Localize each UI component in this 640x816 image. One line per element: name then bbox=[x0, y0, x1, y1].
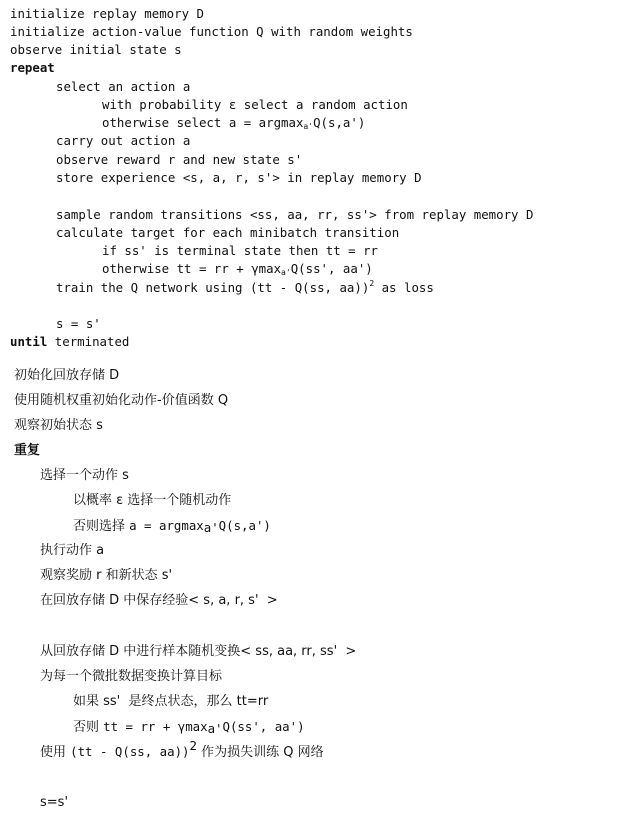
zh-target-subscript: a' bbox=[207, 721, 223, 736]
code-line-carry-out: carry out action a bbox=[56, 133, 191, 148]
zh-line-observe-reward: 观察奖励 r 和新状态 s' bbox=[40, 568, 173, 583]
zh-line-init-q: 使用随机权重初始化动作-价值函数 Q bbox=[14, 393, 229, 408]
target-q-text: Q(ss', aa') bbox=[290, 261, 373, 276]
code-line-init-q: initialize action-value function Q with random weights bbox=[10, 24, 413, 39]
zh-line-carry-out: 执行动作 a bbox=[40, 543, 105, 558]
zh-train-superscript: 2 bbox=[189, 738, 197, 753]
zh-argmax-subscript: a' bbox=[203, 520, 219, 535]
until-condition: terminated bbox=[47, 334, 130, 349]
zh-line-select-action: 选择一个动作 s bbox=[40, 468, 129, 483]
zh-line-calc-target: 为每一个微批数据变换计算目标 bbox=[40, 669, 223, 684]
code-line-random-action: with probability ε select a random action bbox=[102, 97, 408, 112]
zh-line-observe-state: 观察初始状态 s bbox=[14, 418, 103, 433]
code-line-sample: sample random transitions <ss, aa, rr, ss'> from replay memory D bbox=[56, 207, 534, 222]
code-keyword-until: until bbox=[10, 334, 48, 349]
zh-line-terminal: 如果 ss' 是终点状态，那么 tt=rr bbox=[73, 694, 269, 709]
code-line-update-state: s = s' bbox=[56, 316, 101, 331]
code-keyword-repeat: repeat bbox=[10, 60, 55, 75]
zh-train-text: (tt - Q(ss, aa)) bbox=[70, 744, 190, 759]
zh-target-q-text: Q(ss', aa') bbox=[222, 719, 305, 734]
train-text: train the Q network using (tt - Q(ss, aa)) bbox=[56, 280, 370, 295]
code-line-calc-target: calculate target for each minibatch transition bbox=[56, 225, 400, 240]
code-line-select-action: select an action a bbox=[56, 79, 191, 94]
zh-target-text: tt = rr + γmax bbox=[103, 719, 208, 734]
zh-train-loss-text: 作为损失训练 Q 网络 bbox=[196, 745, 324, 760]
argmax-text: otherwise select a = argmax bbox=[102, 115, 304, 130]
code-line-observe-reward: observe reward r and new state s' bbox=[56, 152, 303, 167]
zh-line-init-memory: 初始化回放存储 D bbox=[14, 368, 120, 383]
zh-argmax-text: a = argmax bbox=[129, 518, 204, 533]
target-subscript: a' bbox=[281, 268, 291, 277]
code-line-train bbox=[56, 279, 434, 297]
argmax-q-text: Q(s,a') bbox=[313, 115, 366, 130]
zh-line-otherwise-target bbox=[73, 718, 305, 737]
zh-argmax-prefix: 否则选择 bbox=[73, 519, 130, 534]
code-line-init-memory: initialize replay memory D bbox=[10, 6, 204, 21]
zh-line-train bbox=[40, 738, 324, 762]
train-loss-text: as loss bbox=[374, 280, 434, 295]
code-line-store-experience: store experience <s, a, r, s'> in replay memory D bbox=[56, 170, 422, 185]
code-line-terminal: if ss' is terminal state then tt = rr bbox=[102, 243, 379, 258]
zh-train-prefix: 使用 bbox=[40, 745, 71, 760]
zh-line-random-action: 以概率 ε 选择一个随机动作 bbox=[73, 493, 232, 508]
code-line-until bbox=[10, 333, 129, 351]
code-line-otherwise-target bbox=[102, 260, 373, 278]
zh-line-argmax bbox=[73, 517, 271, 536]
train-superscript: 2 bbox=[369, 279, 375, 288]
code-line-observe-state: observe initial state s bbox=[10, 42, 182, 57]
code-line-argmax bbox=[102, 114, 365, 132]
argmax-subscript: a' bbox=[303, 122, 314, 131]
zh-argmax-q-text: Q(s,a') bbox=[218, 518, 271, 533]
zh-target-prefix: 否则 bbox=[73, 720, 104, 735]
target-text: otherwise tt = rr + γmax bbox=[102, 261, 282, 276]
zh-line-update-state: s=s' bbox=[40, 795, 69, 810]
zh-keyword-repeat: 重复 bbox=[14, 443, 41, 458]
zh-line-store-experience: 在回放存储 D 中保存经验< s, a, r, s' > bbox=[40, 593, 278, 608]
zh-line-sample: 从回放存储 D 中进行样本随机变换< ss, aa, rr, ss' > bbox=[40, 644, 357, 659]
